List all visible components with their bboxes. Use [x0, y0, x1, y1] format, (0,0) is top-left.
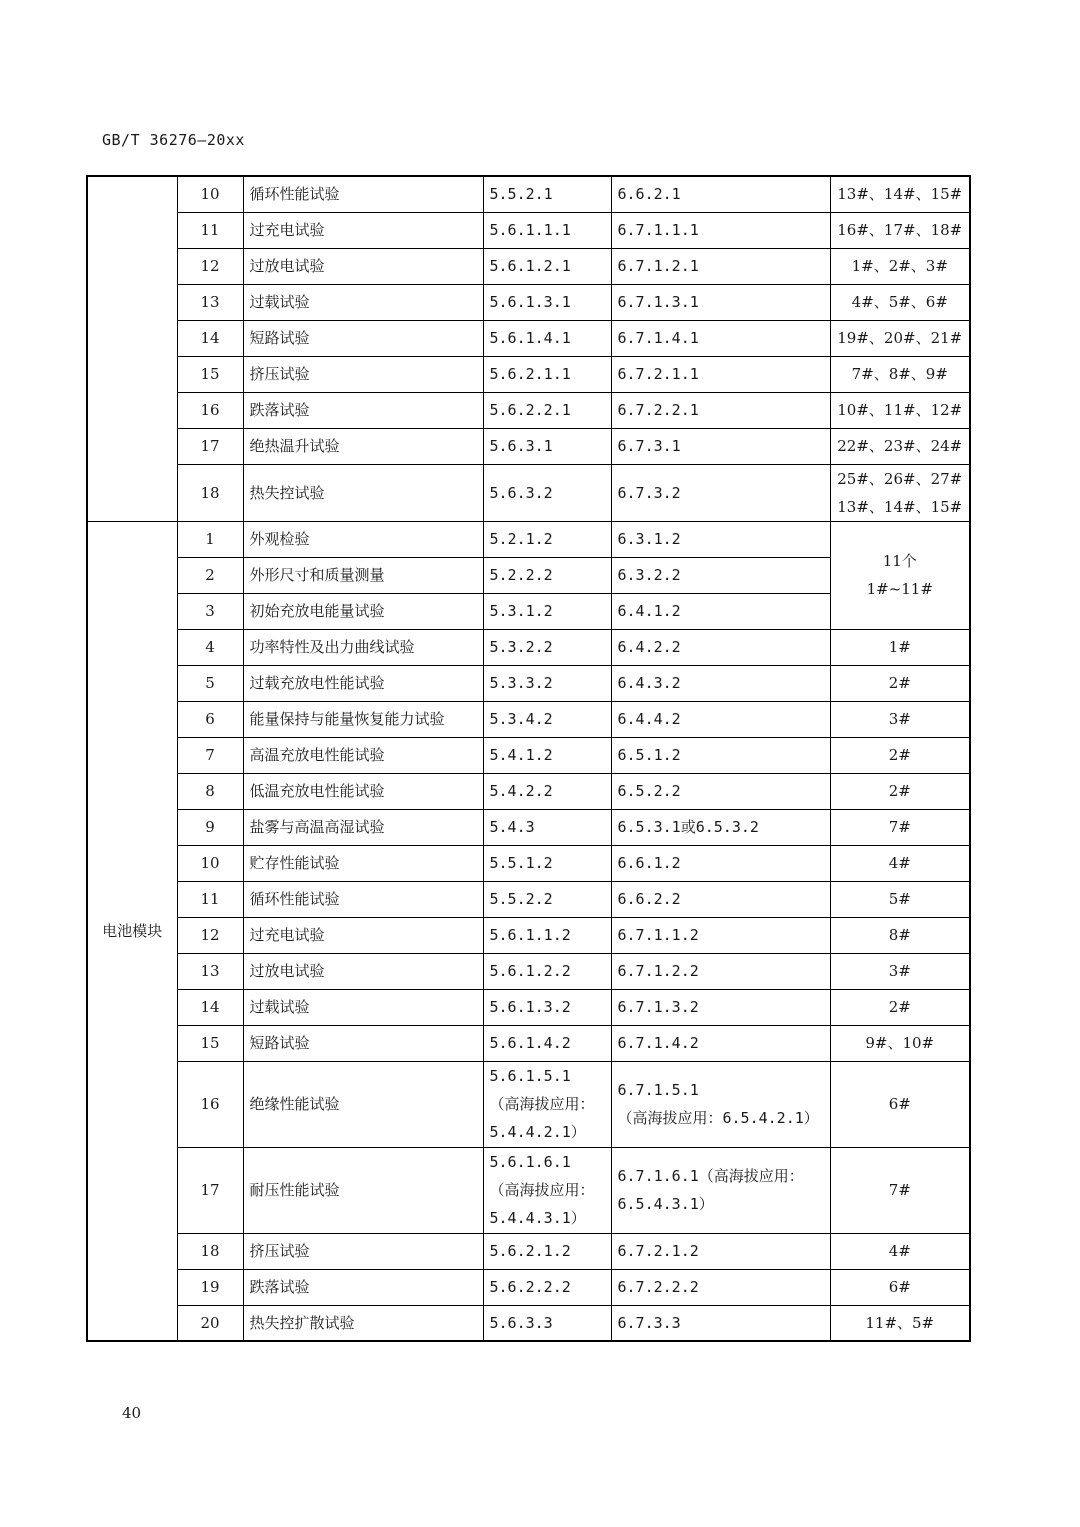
requirement-clause: 5.6.3.3: [483, 1305, 611, 1341]
requirement-clause: 5.2.2.2: [483, 557, 611, 593]
requirement-clause: 5.3.2.2: [483, 629, 611, 665]
row-number: 12: [177, 917, 243, 953]
test-item: 贮存性能试验: [243, 845, 483, 881]
test-items-table: [86, 175, 971, 1342]
test-method-clause-line: 6.7.1.5.1: [617, 1081, 699, 1099]
table-row: [87, 773, 970, 809]
requirement-clause: 5.5.1.2: [483, 845, 611, 881]
test-method-clause: 6.7.1.1.1: [611, 212, 830, 248]
table-row: [87, 356, 970, 392]
table-row: [87, 1061, 970, 1147]
row-number: 17: [177, 428, 243, 464]
table-row: [87, 917, 970, 953]
row-number: 16: [177, 1061, 243, 1147]
test-method-clause: 6.6.1.2: [611, 845, 830, 881]
requirement-clause: 5.6.1.2.2: [483, 953, 611, 989]
sample-numbers: 22#、23#、24#: [830, 428, 970, 464]
table-row: [87, 428, 970, 464]
requirement-clause: 5.6.3.2: [483, 464, 611, 521]
requirement-clause: 5.6.1.1.1: [483, 212, 611, 248]
requirement-clause: 5.5.2.2: [483, 881, 611, 917]
sample-numbers: 5#: [830, 881, 970, 917]
requirement-clause: 5.2.1.2: [483, 521, 611, 557]
test-method-clause: 6.7.2.1.1: [611, 356, 830, 392]
test-item: 循环性能试验: [243, 881, 483, 917]
test-method-clause: 6.6.2.2: [611, 881, 830, 917]
requirement-clause: 5.4.3: [483, 809, 611, 845]
table-row: [87, 701, 970, 737]
test-item: 高温充放电性能试验: [243, 737, 483, 773]
test-method-clause: [611, 1147, 830, 1233]
requirement-clause: 5.6.2.1.2: [483, 1233, 611, 1269]
row-number: 13: [177, 284, 243, 320]
test-method-clause: 6.7.1.3.1: [611, 284, 830, 320]
requirement-clause: [483, 1147, 611, 1233]
table-row: [87, 809, 970, 845]
table-row: [87, 176, 970, 212]
test-method-clause: 6.7.1.2.2: [611, 953, 830, 989]
sample-numbers: 4#: [830, 1233, 970, 1269]
table-row: [87, 320, 970, 356]
sample-numbers: 7#: [830, 1147, 970, 1233]
test-item: 跌落试验: [243, 392, 483, 428]
requirement-clause: 5.6.2.2.1: [483, 392, 611, 428]
sample-numbers: 2#: [830, 773, 970, 809]
test-item: 低温充放电性能试验: [243, 773, 483, 809]
test-method-clause: 6.7.2.1.2: [611, 1233, 830, 1269]
test-method-clause: 6.7.1.3.2: [611, 989, 830, 1025]
table-row: [87, 1147, 970, 1233]
test-method-clause: 6.7.2.2.2: [611, 1269, 830, 1305]
row-number: 18: [177, 1233, 243, 1269]
sample-numbers: 6#: [830, 1269, 970, 1305]
test-method-clause: 6.5.1.2: [611, 737, 830, 773]
category-cell: [87, 176, 177, 521]
sample-numbers: 3#: [830, 953, 970, 989]
table-row: [87, 737, 970, 773]
row-number: 5: [177, 665, 243, 701]
requirement-clause: 5.6.1.4.2: [483, 1025, 611, 1061]
table-row: [87, 1025, 970, 1061]
test-item: 过载试验: [243, 989, 483, 1025]
sample-numbers: 9#、10#: [830, 1025, 970, 1061]
requirement-clause: 5.6.1.2.1: [483, 248, 611, 284]
test-item: 过放电试验: [243, 248, 483, 284]
row-number: 3: [177, 593, 243, 629]
row-number: 4: [177, 629, 243, 665]
requirement-clause: 5.6.1.1.2: [483, 917, 611, 953]
table-row: [87, 1233, 970, 1269]
row-number: 16: [177, 392, 243, 428]
sample-numbers: 2#: [830, 737, 970, 773]
page-number: 40: [122, 1404, 142, 1422]
test-method-clause: 6.4.4.2: [611, 701, 830, 737]
requirement-clause: [483, 1061, 611, 1147]
test-method-clause: 6.7.1.2.1: [611, 248, 830, 284]
sample-numbers: 6#: [830, 1061, 970, 1147]
table-row: [87, 1305, 970, 1341]
test-item: 过放电试验: [243, 953, 483, 989]
test-method-clause: 6.3.1.2: [611, 521, 830, 557]
sample-numbers: 19#、20#、21#: [830, 320, 970, 356]
test-item: 初始充放电能量试验: [243, 593, 483, 629]
test-item: 跌落试验: [243, 1269, 483, 1305]
sample-numbers: 11#、5#: [830, 1305, 970, 1341]
requirement-clause: 5.3.1.2: [483, 593, 611, 629]
row-number: 10: [177, 176, 243, 212]
test-item: 挤压试验: [243, 356, 483, 392]
row-number: 2: [177, 557, 243, 593]
sample-numbers: 8#: [830, 917, 970, 953]
requirement-clause: 5.4.2.2: [483, 773, 611, 809]
row-number: 7: [177, 737, 243, 773]
row-number: 13: [177, 953, 243, 989]
sample-numbers: 10#、11#、12#: [830, 392, 970, 428]
requirement-clause-line: （高海拔应用：: [489, 1095, 595, 1113]
sample-numbers: 1#、2#、3#: [830, 248, 970, 284]
requirement-clause: 5.6.2.2.2: [483, 1269, 611, 1305]
sample-numbers: 16#、17#、18#: [830, 212, 970, 248]
table-row: [87, 212, 970, 248]
requirement-clause-line: 5.4.4.2.1）: [489, 1123, 586, 1141]
test-method-clause: 6.7.1.4.1: [611, 320, 830, 356]
test-item: 外观检验: [243, 521, 483, 557]
test-item: 过充电试验: [243, 917, 483, 953]
requirement-clause-line: （高海拔应用：: [489, 1181, 595, 1199]
sample-numbers: 1#: [830, 629, 970, 665]
sample-line: 11个: [882, 552, 917, 570]
requirement-clause: 5.6.3.1: [483, 428, 611, 464]
row-number: 8: [177, 773, 243, 809]
sample-numbers: 13#、14#、15#: [830, 176, 970, 212]
sample-numbers: 4#: [830, 845, 970, 881]
test-item: 外形尺寸和质量测量: [243, 557, 483, 593]
test-method-clause-line: 6.5.4.3.1）: [617, 1195, 714, 1213]
row-number: 14: [177, 320, 243, 356]
table-row: [87, 845, 970, 881]
sample-numbers: 7#、8#、9#: [830, 356, 970, 392]
requirement-clause: 5.5.2.1: [483, 176, 611, 212]
test-item: 绝缘性能试验: [243, 1061, 483, 1147]
row-number: 15: [177, 1025, 243, 1061]
table-row: [87, 989, 970, 1025]
test-item: 过载充放电性能试验: [243, 665, 483, 701]
table-row: [87, 284, 970, 320]
requirement-clause: 5.3.3.2: [483, 665, 611, 701]
requirement-clause: 5.3.4.2: [483, 701, 611, 737]
row-number: 6: [177, 701, 243, 737]
test-item: 热失控扩散试验: [243, 1305, 483, 1341]
test-method-clause: 6.5.2.2: [611, 773, 830, 809]
test-item: 过充电试验: [243, 212, 483, 248]
row-number: 20: [177, 1305, 243, 1341]
test-item: 挤压试验: [243, 1233, 483, 1269]
requirement-clause: 5.6.1.3.2: [483, 989, 611, 1025]
requirement-clause-line: 5.6.1.6.1: [489, 1153, 571, 1171]
test-method-clause-line: 6.7.1.6.1（高海拔应用：: [617, 1167, 804, 1185]
category-cell: 电池模块: [87, 521, 177, 1341]
test-method-clause: 6.4.3.2: [611, 665, 830, 701]
test-method-clause: 6.7.1.4.2: [611, 1025, 830, 1061]
test-item: 功率特性及出力曲线试验: [243, 629, 483, 665]
sample-numbers-line: 13#、14#、15#: [837, 497, 963, 516]
test-method-clause: 6.6.2.1: [611, 176, 830, 212]
table-row: [87, 392, 970, 428]
test-method-clause: 6.4.2.2: [611, 629, 830, 665]
test-method-clause: [611, 1061, 830, 1147]
test-item: 耐压性能试验: [243, 1147, 483, 1233]
table-row: [87, 521, 970, 557]
row-number: 11: [177, 212, 243, 248]
row-number: 19: [177, 1269, 243, 1305]
sample-numbers: 4#、5#、6#: [830, 284, 970, 320]
test-item: 能量保持与能量恢复能力试验: [243, 701, 483, 737]
table-row: [87, 464, 970, 521]
row-number: 9: [177, 809, 243, 845]
test-method-clause: 6.7.1.1.2: [611, 917, 830, 953]
test-item: 循环性能试验: [243, 176, 483, 212]
test-method-clause: 6.7.3.3: [611, 1305, 830, 1341]
row-number: 17: [177, 1147, 243, 1233]
sample-numbers: 3#: [830, 701, 970, 737]
test-item: 短路试验: [243, 320, 483, 356]
row-number: 10: [177, 845, 243, 881]
test-method-clause: 6.4.1.2: [611, 593, 830, 629]
requirement-clause: 5.4.1.2: [483, 737, 611, 773]
test-item: 过载试验: [243, 284, 483, 320]
requirement-clause: 5.6.1.3.1: [483, 284, 611, 320]
row-number: 15: [177, 356, 243, 392]
requirement-clause: 5.6.1.4.1: [483, 320, 611, 356]
sample-numbers: 2#: [830, 665, 970, 701]
test-item: 热失控试验: [243, 464, 483, 521]
sample-numbers: 2#: [830, 989, 970, 1025]
sample-numbers: 7#: [830, 809, 970, 845]
table-row: [87, 881, 970, 917]
table-row: [87, 665, 970, 701]
table-row: [87, 248, 970, 284]
test-method-clause: 6.5.3.1或6.5.3.2: [611, 809, 830, 845]
row-number: 14: [177, 989, 243, 1025]
test-item: 盐雾与高温高湿试验: [243, 809, 483, 845]
sample-numbers-line: 25#、26#、27#: [837, 469, 963, 488]
table-row: [87, 1269, 970, 1305]
test-method-clause: 6.7.2.2.1: [611, 392, 830, 428]
test-method-clause: 6.7.3.2: [611, 464, 830, 521]
standard-code: GB/T 36276—20xx: [102, 131, 245, 149]
row-number: 11: [177, 881, 243, 917]
requirement-clause-line: 5.6.1.5.1: [489, 1067, 571, 1085]
row-number: 12: [177, 248, 243, 284]
sample-numbers-merged: [830, 521, 970, 629]
requirement-clause: 5.6.2.1.1: [483, 356, 611, 392]
sample-numbers: [830, 464, 970, 521]
requirement-clause-line: 5.4.4.3.1）: [489, 1209, 586, 1227]
test-method-clause-line: （高海拔应用：6.5.4.2.1）: [617, 1109, 819, 1127]
sample-line: 1#~11#: [866, 580, 933, 598]
test-item: 短路试验: [243, 1025, 483, 1061]
test-item: 绝热温升试验: [243, 428, 483, 464]
test-method-clause: 6.7.3.1: [611, 428, 830, 464]
table-row: [87, 629, 970, 665]
test-method-clause: 6.3.2.2: [611, 557, 830, 593]
row-number: 1: [177, 521, 243, 557]
row-number: 18: [177, 464, 243, 521]
table-row: [87, 953, 970, 989]
